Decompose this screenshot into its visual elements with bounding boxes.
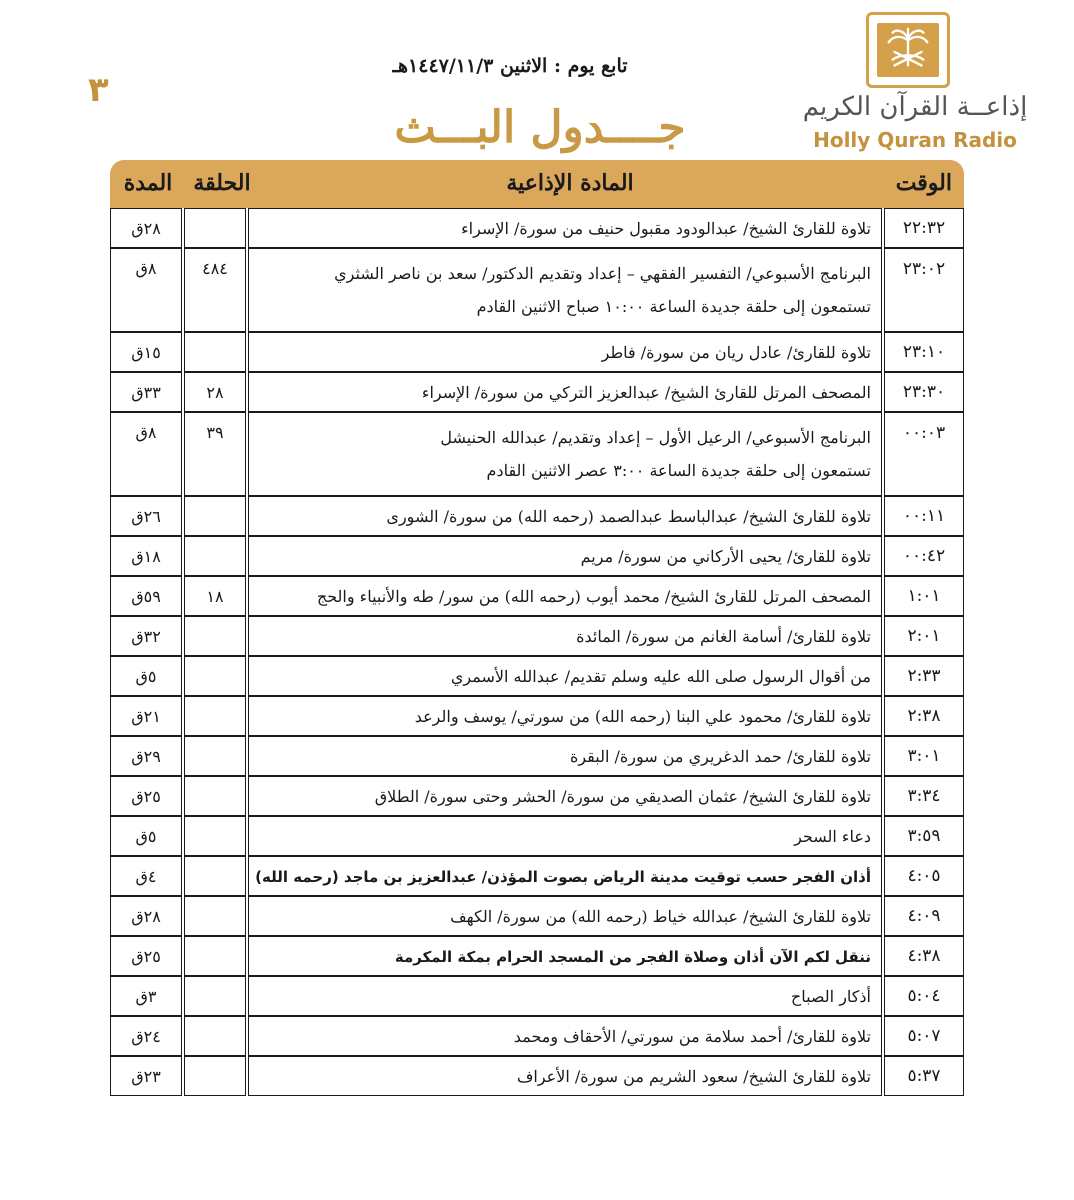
row-gap (882, 208, 884, 248)
schedule-rows (110, 208, 964, 1096)
date-line: تابع يوم : الاثنين ١٤٤٧/١١/٣هـ (392, 55, 628, 77)
row-gap (882, 776, 884, 816)
row-content (248, 896, 882, 936)
row-gap (182, 976, 184, 1016)
row-gap (246, 372, 248, 412)
row-content-line: تلاوة للقارئ/ أسامة الغانم من سورة/ المائدة (576, 626, 871, 646)
row-duration: ٣٢ق (110, 616, 182, 656)
row-gap (182, 412, 184, 496)
header-episode: الحلقة (193, 170, 251, 196)
row-duration: ٢٥ق (110, 776, 182, 816)
table-row (110, 208, 964, 248)
row-content (248, 1056, 882, 1096)
table-row (110, 248, 964, 332)
row-episode (184, 936, 246, 976)
row-episode (184, 1056, 246, 1096)
row-time: ٢:٣٨ (884, 696, 964, 736)
row-episode (184, 496, 246, 536)
row-gap (182, 372, 184, 412)
row-gap (246, 976, 248, 1016)
row-gap (882, 412, 884, 496)
row-gap (882, 936, 884, 976)
table-row (110, 736, 964, 776)
row-gap (182, 856, 184, 896)
table-header (110, 160, 964, 208)
row-content-line: تلاوة للقارئ الشيخ/ عثمان الصديقي من سورة/ الحشر وحتى سورة/ الطلاق (374, 786, 871, 806)
row-content (248, 372, 882, 412)
palm-swords-icon (877, 23, 939, 77)
row-episode (184, 536, 246, 576)
table-row (110, 856, 964, 896)
row-gap (882, 332, 884, 372)
row-gap (182, 1016, 184, 1056)
row-time: ٠٠:٠٣ (884, 412, 964, 496)
table-row (110, 1016, 964, 1056)
row-duration: ٢٦ق (110, 496, 182, 536)
row-content-line: تلاوة للقارئ/ حمد الدغريري من سورة/ البقرة (569, 746, 871, 766)
row-duration: ٨ق (110, 248, 182, 332)
table-row (110, 656, 964, 696)
row-content (248, 976, 882, 1016)
row-duration: ٤ق (110, 856, 182, 896)
row-duration: ٢٩ق (110, 736, 182, 776)
row-content (248, 856, 882, 896)
row-gap (882, 536, 884, 576)
schedule-table (110, 160, 964, 1096)
row-duration: ٣٣ق (110, 372, 182, 412)
row-time: ٠٠:٤٢ (884, 536, 964, 576)
row-content-line: أذكار الصباح (790, 986, 871, 1006)
row-gap (246, 816, 248, 856)
row-episode: ١٨ (184, 576, 246, 616)
row-duration: ٢٤ق (110, 1016, 182, 1056)
row-time: ٥:٠٧ (884, 1016, 964, 1056)
row-gap (882, 976, 884, 1016)
row-gap (246, 856, 248, 896)
row-gap (246, 208, 248, 248)
logo-name-english: Holly Quran Radio (813, 128, 1017, 152)
row-episode (184, 1016, 246, 1056)
row-content-line: تلاوة للقارئ الشيخ/ عبدالله خياط (رحمه الله) من سورة/ الكهف (450, 906, 871, 926)
header-time: الوقت (895, 170, 952, 196)
row-duration: ٨ق (110, 412, 182, 496)
row-gap (882, 736, 884, 776)
row-gap (182, 696, 184, 736)
table-row (110, 616, 964, 656)
table-row (110, 496, 964, 536)
row-content-line: البرنامج الأسبوعي/ الرعيل الأول – إعداد وتقديم/ عبدالله الحنيشل (440, 428, 871, 447)
row-gap (182, 776, 184, 816)
header-duration: المدة (123, 170, 173, 196)
logo-frame (866, 12, 950, 88)
row-episode (184, 656, 246, 696)
row-content (248, 248, 882, 332)
row-episode (184, 976, 246, 1016)
row-gap (882, 1016, 884, 1056)
row-duration: ١٥ق (110, 332, 182, 372)
row-duration: ٥ق (110, 816, 182, 856)
row-gap (246, 496, 248, 536)
row-content-note: تستمعون إلى حلقة جديدة الساعة ٣:٠٠ عصر الاثنين القادم (486, 461, 871, 480)
row-episode (184, 616, 246, 656)
logo-name-arabic: إذاعــة القرآن الكريم (802, 92, 1028, 122)
row-gap (182, 1056, 184, 1096)
row-time: ٣:٠١ (884, 736, 964, 776)
row-content-line: المصحف المرتل للقارئ الشيخ/ محمد أيوب (رحمه الله) من سور/ طه والأنبياء والحج (316, 586, 871, 606)
row-episode: ٢٨ (184, 372, 246, 412)
table-row (110, 372, 964, 412)
row-content (248, 736, 882, 776)
row-time: ٢٣:٣٠ (884, 372, 964, 412)
row-episode: ٣٩ (184, 412, 246, 496)
row-content (248, 496, 882, 536)
row-episode (184, 856, 246, 896)
row-gap (882, 896, 884, 936)
row-content (248, 616, 882, 656)
row-gap (882, 496, 884, 536)
table-row (110, 776, 964, 816)
table-row (110, 536, 964, 576)
row-gap (246, 412, 248, 496)
row-content-line: من أقوال الرسول صلى الله عليه وسلم تقديم/ عبدالله الأسمري (450, 666, 871, 686)
table-row (110, 816, 964, 856)
row-duration: ٢٨ق (110, 896, 182, 936)
row-gap (882, 616, 884, 656)
row-gap (882, 656, 884, 696)
row-duration: ٢٨ق (110, 208, 182, 248)
row-time: ٢٣:٠٢ (884, 248, 964, 332)
row-gap (246, 736, 248, 776)
table-row (110, 696, 964, 736)
row-gap (182, 332, 184, 372)
row-gap (246, 896, 248, 936)
row-gap (882, 696, 884, 736)
row-gap (246, 576, 248, 616)
row-duration: ٣ق (110, 976, 182, 1016)
row-gap (882, 372, 884, 412)
row-gap (182, 616, 184, 656)
row-time: ٥:٣٧ (884, 1056, 964, 1096)
row-content (248, 1016, 882, 1056)
row-episode (184, 736, 246, 776)
row-content (248, 576, 882, 616)
row-content (248, 816, 882, 856)
row-content-line: ننقل لكم الآن أذان وصلاة الفجر من المسجد الحرام بمكة المكرمة (394, 947, 871, 966)
row-time: ٢٣:١٠ (884, 332, 964, 372)
row-gap (246, 776, 248, 816)
row-content-line: تلاوة للقارئ/ عادل ريان من سورة/ فاطر (601, 342, 871, 362)
row-duration: ٥٩ق (110, 576, 182, 616)
row-gap (182, 736, 184, 776)
row-gap (182, 656, 184, 696)
row-content-line: أذان الفجر حسب توقيت مدينة الرياض بصوت المؤذن/ عبدالعزيز بن ماجد (رحمه الله) (255, 867, 871, 886)
header-content: المادة الإذاعية (506, 170, 634, 196)
row-time: ٤:٣٨ (884, 936, 964, 976)
table-row (110, 412, 964, 496)
row-content-line: تلاوة للقارئ الشيخ/ عبدالباسط عبدالصمد (رحمه الله) من سورة/ الشورى (386, 506, 871, 526)
row-duration: ١٨ق (110, 536, 182, 576)
row-episode (184, 208, 246, 248)
row-time: ٥:٠٤ (884, 976, 964, 1016)
row-episode (184, 332, 246, 372)
row-gap (246, 936, 248, 976)
station-logo (800, 8, 1030, 158)
row-content (248, 208, 882, 248)
row-content-line: تلاوة للقارئ/ يحيى الأركاني من سورة/ مريم (580, 546, 871, 566)
table-row (110, 896, 964, 936)
row-content-line: دعاء السحر (794, 826, 871, 846)
row-episode: ٤٨٤ (184, 248, 246, 332)
row-time: ٢٢:٣٢ (884, 208, 964, 248)
row-time: ٣:٣٤ (884, 776, 964, 816)
row-gap (882, 1056, 884, 1096)
row-episode (184, 776, 246, 816)
row-gap (246, 1056, 248, 1096)
row-time: ١:٠١ (884, 576, 964, 616)
row-gap (182, 496, 184, 536)
row-time: ٠٠:١١ (884, 496, 964, 536)
row-content-line: البرنامج الأسبوعي/ التفسير الفقهي – إعداد وتقديم الدكتور/ سعد بن ناصر الشثري (334, 264, 871, 283)
row-gap (882, 856, 884, 896)
row-time: ٤:٠٩ (884, 896, 964, 936)
table-row (110, 576, 964, 616)
table-row (110, 936, 964, 976)
row-content (248, 412, 882, 496)
row-gap (182, 816, 184, 856)
row-episode (184, 896, 246, 936)
row-gap (246, 656, 248, 696)
row-content-line: تلاوة للقارئ/ محمود علي البنا (رحمه الله) من سورتي/ يوسف والرعد (414, 706, 871, 726)
row-gap (182, 248, 184, 332)
row-gap (882, 576, 884, 616)
row-content (248, 332, 882, 372)
row-gap (882, 248, 884, 332)
row-content-line: المصحف المرتل للقارئ الشيخ/ عبدالعزيز التركي من سورة/ الإسراء (421, 382, 871, 402)
row-content-line: تلاوة للقارئ الشيخ/ عبدالودود مقبول حنيف من سورة/ الإسراء (461, 218, 871, 238)
row-duration: ٢٣ق (110, 1056, 182, 1096)
row-gap (182, 208, 184, 248)
row-gap (246, 1016, 248, 1056)
row-content-line: تلاوة للقارئ/ أحمد سلامة من سورتي/ الأحقاف ومحمد (513, 1026, 871, 1046)
row-content (248, 696, 882, 736)
row-time: ٢:٠١ (884, 616, 964, 656)
row-gap (182, 896, 184, 936)
row-content (248, 656, 882, 696)
row-content-note: تستمعون إلى حلقة جديدة الساعة ١٠:٠٠ صباح الاثنين القادم (476, 297, 871, 316)
row-duration: ٢١ق (110, 696, 182, 736)
row-content (248, 536, 882, 576)
row-duration: ٥ق (110, 656, 182, 696)
row-episode (184, 816, 246, 856)
row-time: ٣:٥٩ (884, 816, 964, 856)
row-gap (246, 332, 248, 372)
row-content-line: تلاوة للقارئ الشيخ/ سعود الشريم من سورة/ الأعراف (516, 1066, 871, 1086)
row-content (248, 776, 882, 816)
row-gap (246, 616, 248, 656)
row-gap (182, 576, 184, 616)
row-time: ٤:٠٥ (884, 856, 964, 896)
page-title: جــــدول البـــث (394, 102, 686, 153)
row-time: ٢:٣٣ (884, 656, 964, 696)
table-row (110, 1056, 964, 1096)
row-gap (182, 536, 184, 576)
row-gap (882, 816, 884, 856)
row-gap (246, 248, 248, 332)
row-gap (246, 696, 248, 736)
row-gap (182, 936, 184, 976)
row-episode (184, 696, 246, 736)
row-gap (246, 536, 248, 576)
row-content (248, 936, 882, 976)
row-duration: ٢٥ق (110, 936, 182, 976)
page-number: ٣ (88, 70, 109, 110)
table-row (110, 332, 964, 372)
table-row (110, 976, 964, 1016)
